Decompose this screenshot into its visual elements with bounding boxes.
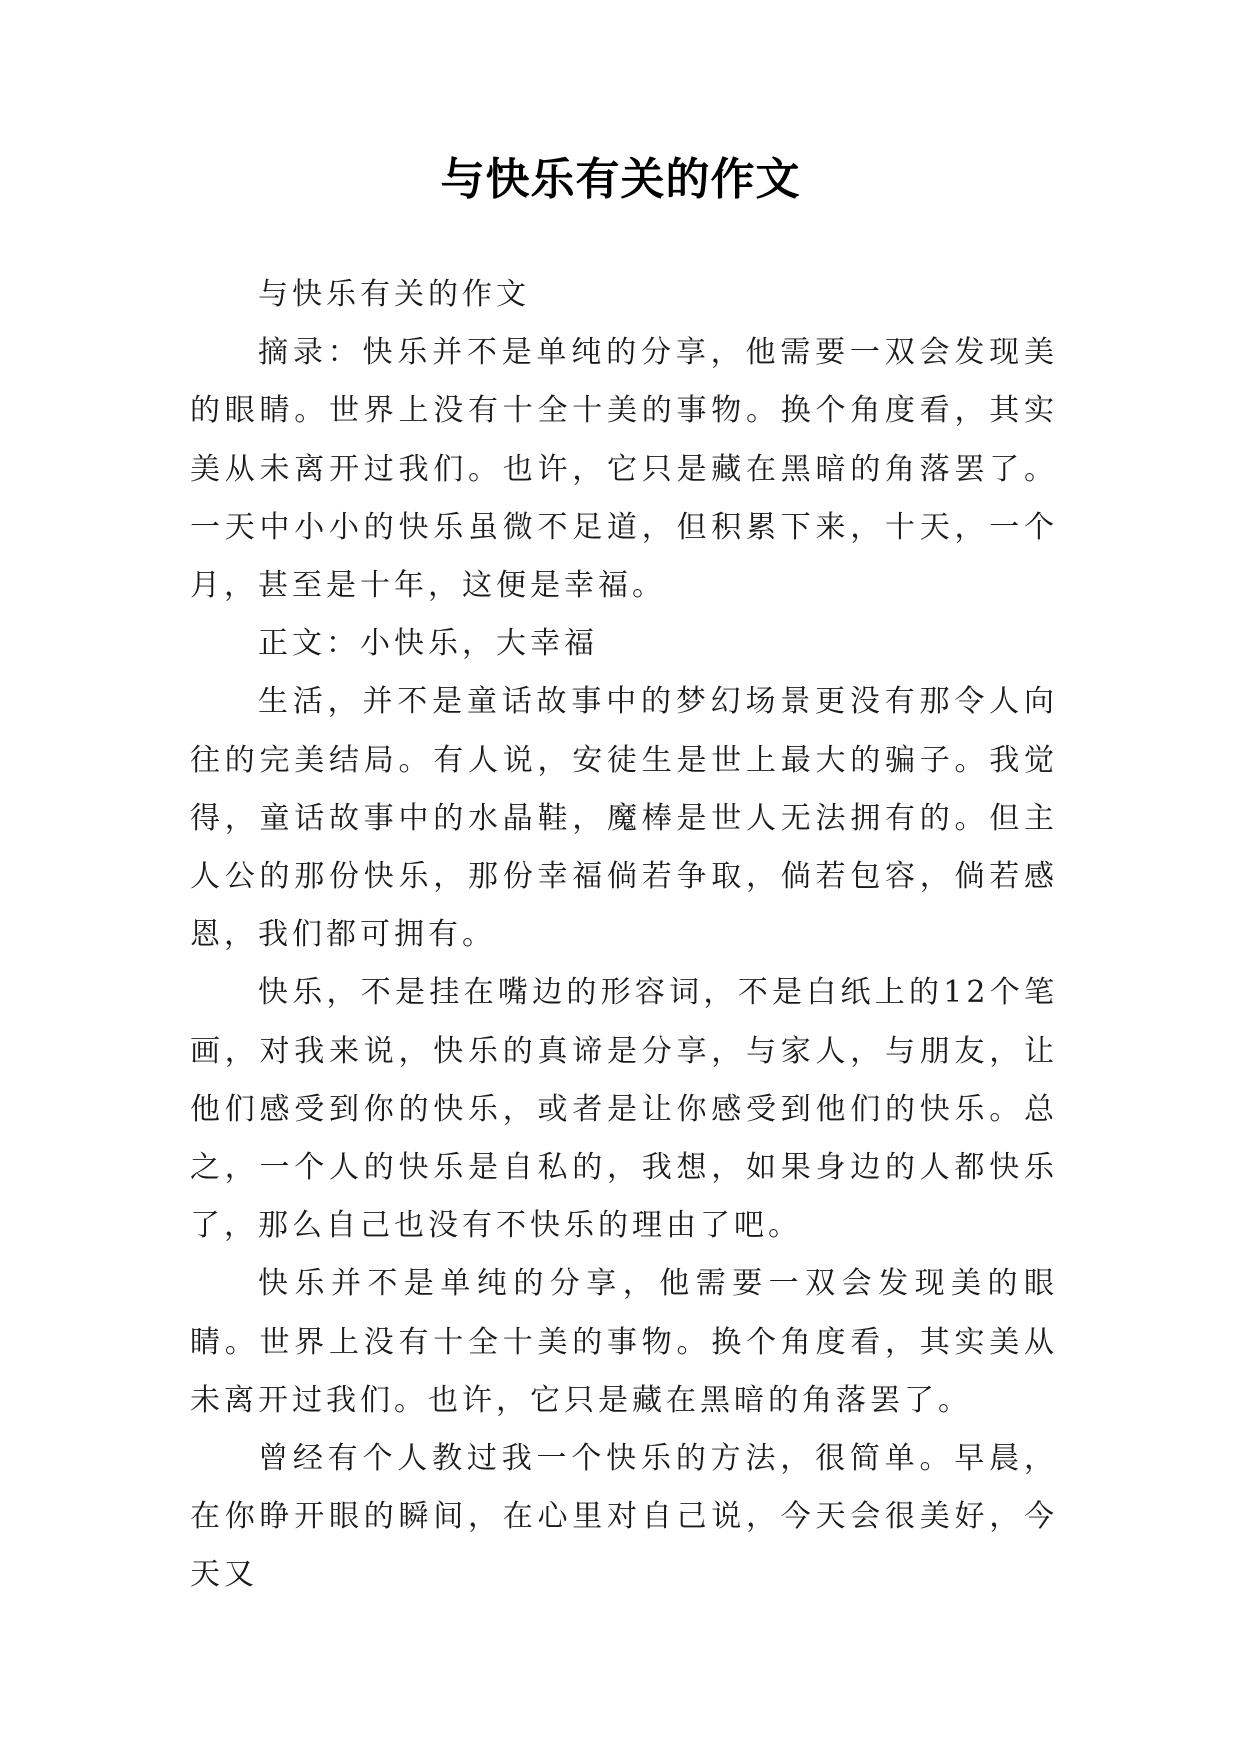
paragraph-body-4: 曾经有个人教过我一个快乐的方法，很简单。早晨，在你睁开眼的瞬间，在心里对自己说，今天会很美好，今天又 <box>190 1441 1058 1593</box>
paragraph-heading: 与快乐有关的作文 <box>258 277 530 312</box>
paragraph-body-1: 生活，并不是童话故事中的梦幻场景更没有那令人向往的完美结局。有人说，安徒生是世上最大的骗子。我觉得，童话故事中的水晶鞋，魔棒是世人无法拥有的。但主人公的那份快乐，那份幸福倘若争取，倘若包容，倘若感恩，我们都可拥有。 <box>190 684 1058 953</box>
document-body <box>190 266 1058 1605</box>
paragraph-subtitle: 正文：小快乐，大幸福 <box>258 626 598 662</box>
paragraph-body-2: 快乐，不是挂在嘴边的形容词，不是白纸上的12个笔画，对我来说，快乐的真谛是分享，与家人，与朋友，让他们感受到你的快乐，或者是让你感受到他们的快乐。总之，一个人的快乐是自私的，我想，如果身边的人都快乐了，那么自己也没有不快乐的理由了吧。 <box>190 975 1058 1244</box>
document-title: 与快乐有关的作文 <box>440 154 801 205</box>
paragraph-abstract: 摘录：快乐并不是单纯的分享，他需要一双会发现美的眼睛。世界上没有十全十美的事物。换个角度看，其实美从未离开过我们。也许，它只是藏在黑暗的角落罢了。一天中小小的快乐虽微不足道，但积累下来，十天，一个月，甚至是十年，这便是幸福。 <box>190 335 1058 604</box>
paragraph-body-3: 快乐并不是单纯的分享，他需要一双会发现美的眼睛。世界上没有十全十美的事物。换个角度看，其实美从未离开过我们。也许，它只是藏在黑暗的角落罢了。 <box>190 1266 1058 1418</box>
